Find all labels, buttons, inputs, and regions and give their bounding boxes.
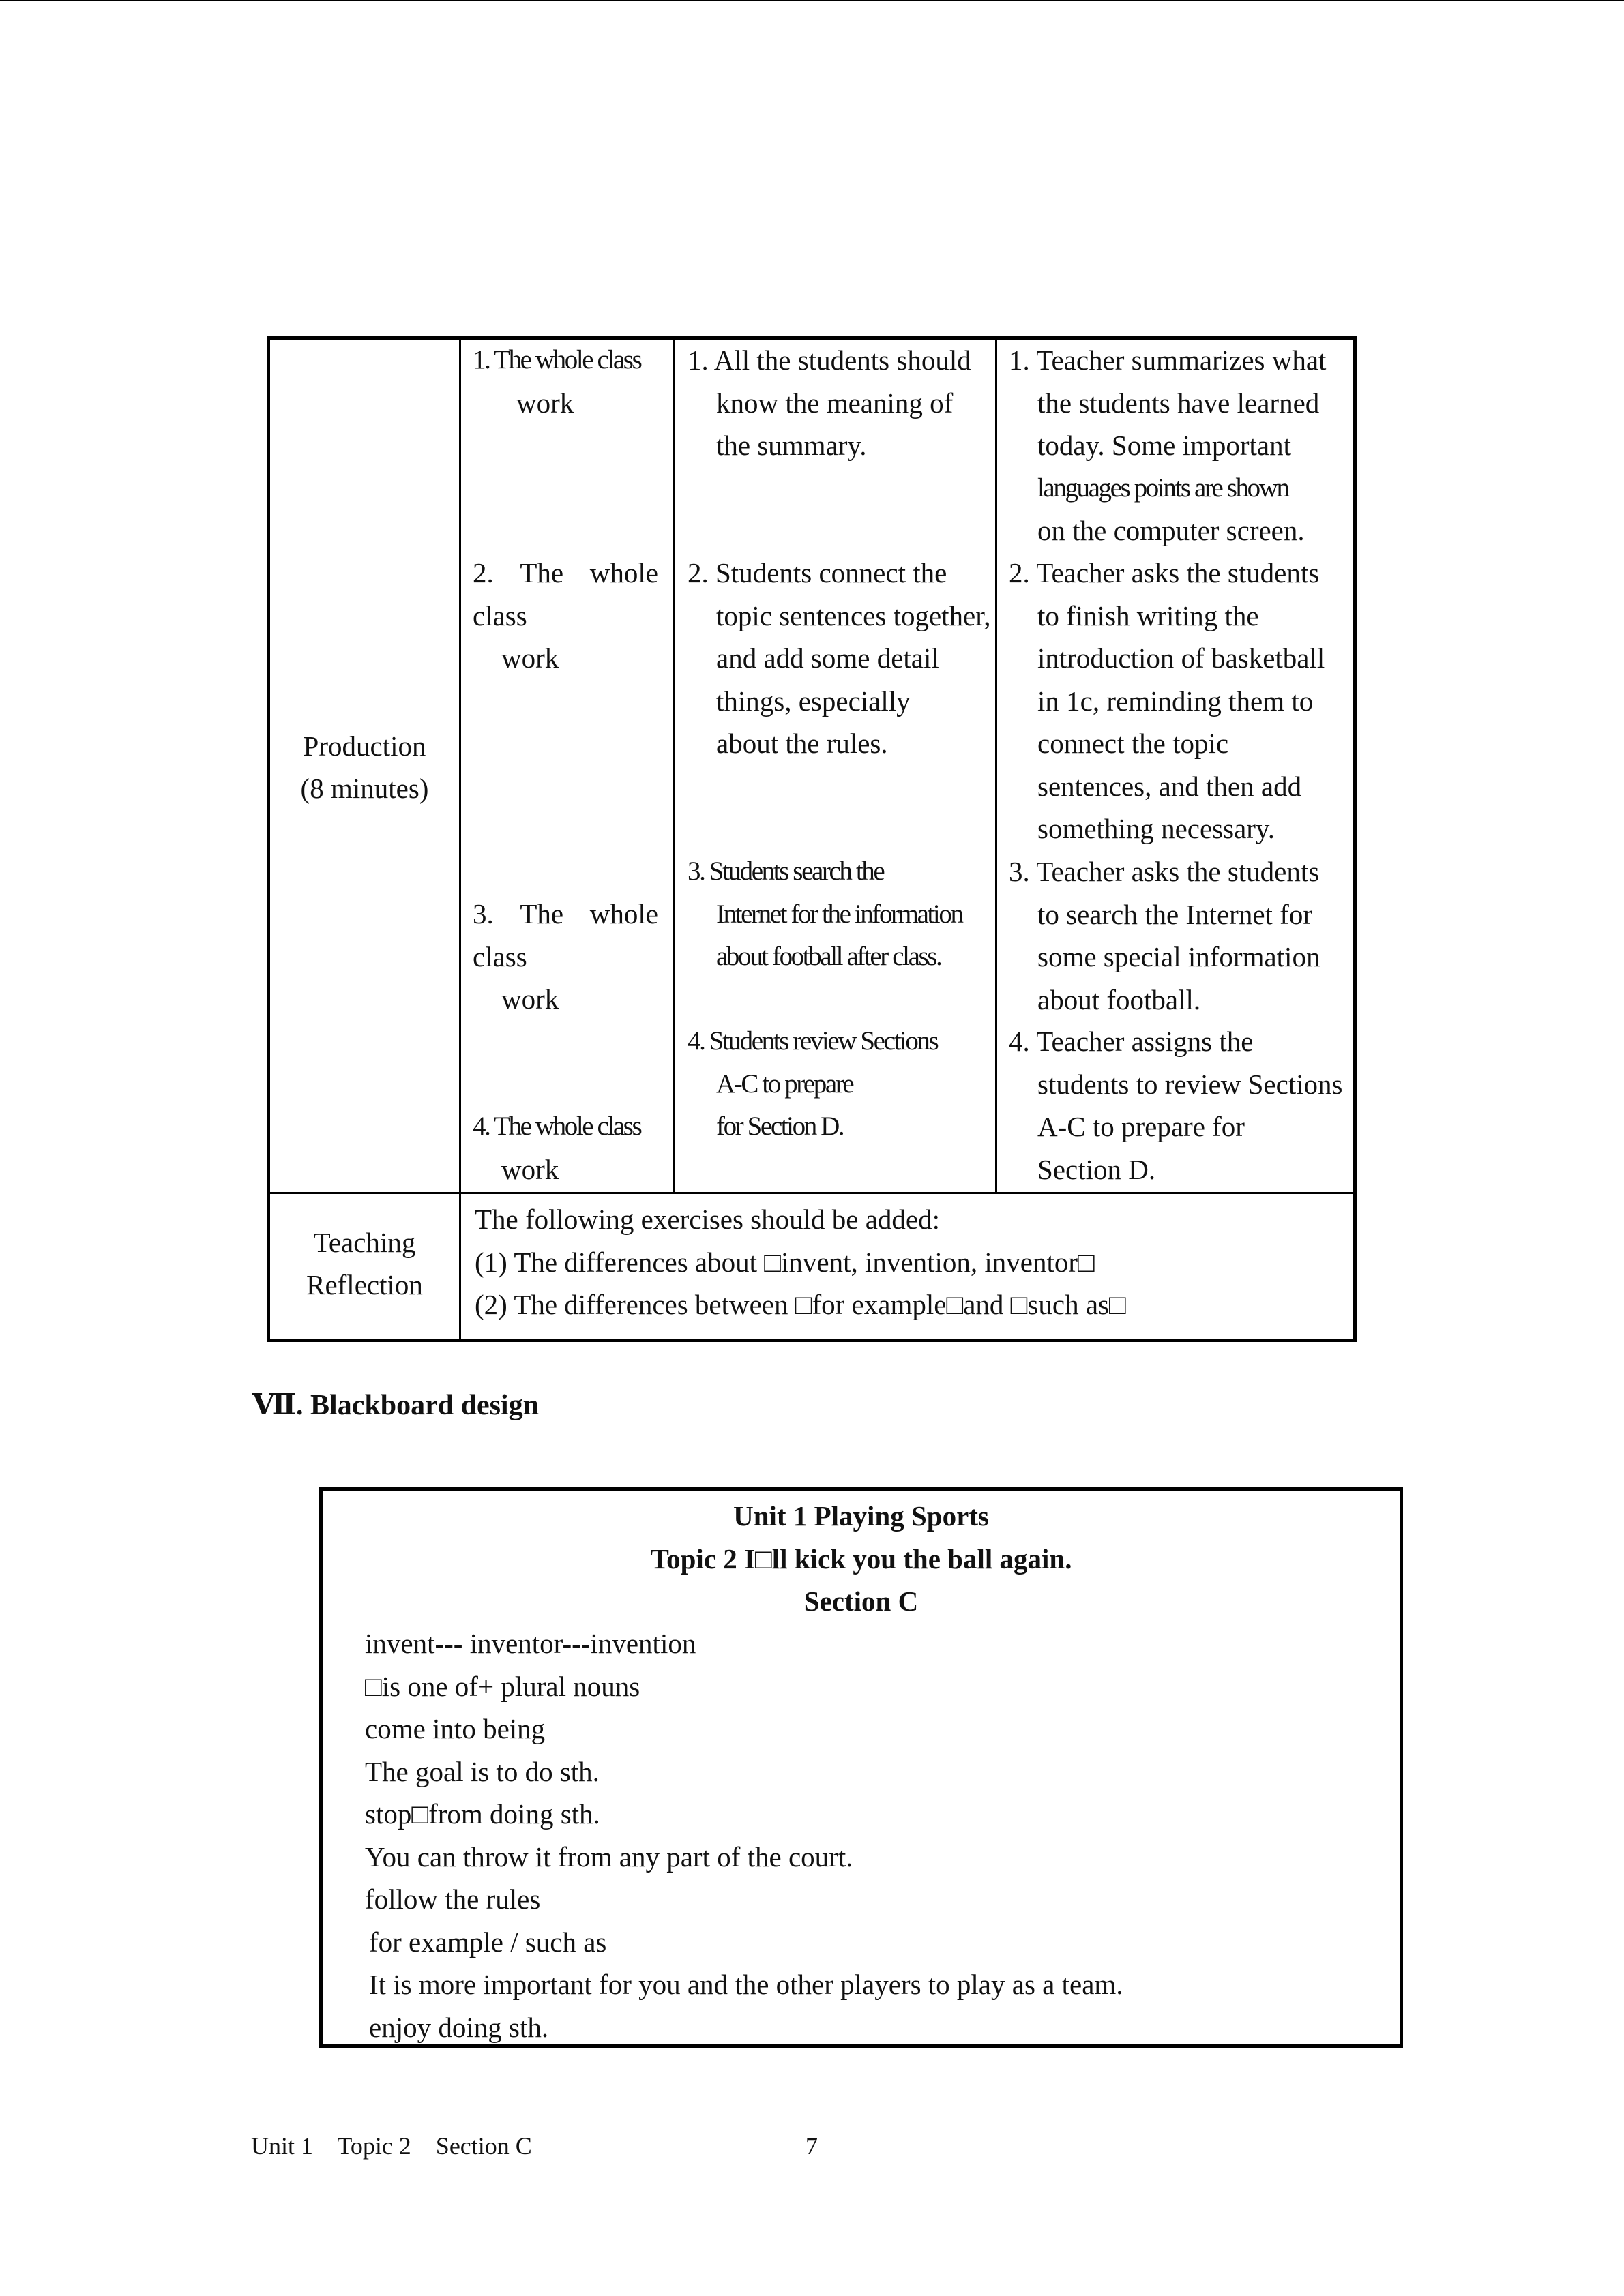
blackboard-item: stop□from doing sth. <box>365 1798 600 1830</box>
activity-line: 4. Students review Sections <box>688 1026 938 1056</box>
form-4 <box>473 1105 658 1191</box>
blackboard-item: for example / such as <box>369 1926 607 1958</box>
blackboard-item: It is more important for you and the other players to play as a team. <box>369 1969 1123 2000</box>
stage-name: Teaching <box>313 1227 416 1258</box>
activity-line: connect the topic <box>1037 728 1229 759</box>
activity-line: about football after class. <box>716 942 941 971</box>
blackboard-item: follow the rules <box>365 1883 541 1915</box>
blackboard-section-title: Section C <box>803 1585 919 1617</box>
student-activity-4 <box>688 1020 937 1148</box>
reflection-line: The following exercises should be added: <box>475 1204 941 1235</box>
form-line: 2. The whole <box>473 557 658 588</box>
student-activity-2 <box>688 552 991 765</box>
activity-line: A-C to prepare <box>716 1069 853 1099</box>
blackboard-topic-title: Topic 2 I□ll kick you the ball again. <box>650 1542 1072 1575</box>
teacher-activity-3 <box>1009 850 1320 1021</box>
production-row <box>270 340 1353 1194</box>
activity-line: and add some detail <box>716 642 939 674</box>
activity-line: 3. Students search the <box>688 856 884 886</box>
form-line: work <box>501 642 559 674</box>
footer-section-label: Unit 1 Topic 2 Section C <box>251 2132 532 2160</box>
blackboard-item: The goal is to do sth. <box>365 1755 600 1787</box>
activity-line: some special information <box>1037 941 1320 972</box>
form-line: work <box>501 983 559 1015</box>
activity-line: the students have learned <box>1037 387 1320 419</box>
section-heading: Ⅶ. Blackboard design <box>252 1390 539 1421</box>
reflection-line: (1) The differences about □invent, invention, inventor□ <box>475 1246 1095 1278</box>
teacher-activity-1 <box>1009 339 1326 552</box>
activity-line: Internet for the information <box>716 899 962 929</box>
activity-line: students to review Sections <box>1037 1068 1343 1100</box>
blackboard-items <box>365 1622 1123 2048</box>
form-2 <box>473 552 658 680</box>
reflection-line: (2) The differences between □for example□and □such as□ <box>475 1289 1126 1320</box>
activity-line: in 1c, reminding them to <box>1037 685 1314 717</box>
activity-line: languages points are shown <box>1037 473 1288 503</box>
activity-line: A-C to prepare for <box>1037 1111 1245 1142</box>
blackboard-item: You can throw it from any part of the court. <box>365 1840 853 1873</box>
form-3 <box>473 893 658 1021</box>
form-1 <box>473 339 658 424</box>
blackboard-item: invent--- inventor---invention <box>365 1628 696 1659</box>
stage-label-reflection <box>270 1221 459 1306</box>
activity-line: to finish writing the <box>1037 599 1259 631</box>
form-line: work <box>501 1153 559 1185</box>
blackboard-box <box>319 1487 1403 2048</box>
form-line: 1. The whole class <box>473 345 641 374</box>
activity-line: today. Some important <box>1037 430 1291 461</box>
form-line: class <box>473 940 527 972</box>
activity-line: sentences, and then add <box>1037 770 1302 802</box>
blackboard-unit-title: Unit 1 Playing Sports <box>733 1500 989 1532</box>
reflection-row <box>270 1194 1353 1339</box>
form-line: work <box>516 387 574 419</box>
activity-line: 1. All the students should <box>688 344 971 376</box>
blackboard-titles <box>323 1495 1400 1623</box>
activity-line: the summary. <box>716 430 867 461</box>
stage-name: Production <box>303 730 426 762</box>
stage-duration: (8 minutes) <box>300 773 429 804</box>
top-rule <box>0 0 1624 1</box>
activity-line: Section D. <box>1037 1153 1156 1185</box>
column-divider <box>673 340 675 1192</box>
stage-label-production <box>270 725 459 809</box>
activity-line: 2. Teacher asks the students <box>1009 557 1320 588</box>
activity-line: introduction of basketball <box>1037 642 1325 674</box>
activity-line: 1. Teacher summarizes what <box>1009 344 1327 376</box>
activity-line: for Section D. <box>716 1112 844 1141</box>
form-line: class <box>473 599 527 631</box>
column-divider <box>459 340 461 1192</box>
form-line: 4. The whole class <box>473 1112 641 1141</box>
activity-line: on the computer screen. <box>1037 515 1305 546</box>
teacher-activity-2 <box>1009 552 1325 850</box>
student-activity-3 <box>688 850 962 979</box>
blackboard-item: □is one of+ plural nouns <box>365 1670 640 1702</box>
activity-line: topic sentences together, <box>716 599 991 631</box>
blackboard-item: come into being <box>365 1713 546 1744</box>
activity-line: know the meaning of <box>716 387 954 419</box>
column-divider <box>459 1194 461 1339</box>
blackboard-item: enjoy doing sth. <box>369 2011 549 2043</box>
page-number: 7 <box>806 2132 818 2160</box>
form-line: 3. The whole <box>473 898 658 929</box>
student-activity-1 <box>688 339 971 467</box>
activity-line: 3. Teacher asks the students <box>1009 856 1320 887</box>
stage-name: Reflection <box>306 1269 423 1300</box>
activity-line: to search the Internet for <box>1037 898 1312 930</box>
activity-line: something necessary. <box>1037 813 1275 844</box>
activity-line: 2. Students connect the <box>688 557 947 588</box>
activity-line: about the rules. <box>716 728 888 759</box>
lesson-table <box>267 336 1357 1342</box>
activity-line: things, especially <box>716 685 911 717</box>
reflection-text <box>475 1198 1126 1326</box>
activity-line: 4. Teacher assigns the <box>1009 1026 1254 1057</box>
activity-line: about football. <box>1037 983 1201 1015</box>
column-divider <box>995 340 997 1192</box>
teacher-activity-4 <box>1009 1020 1343 1191</box>
